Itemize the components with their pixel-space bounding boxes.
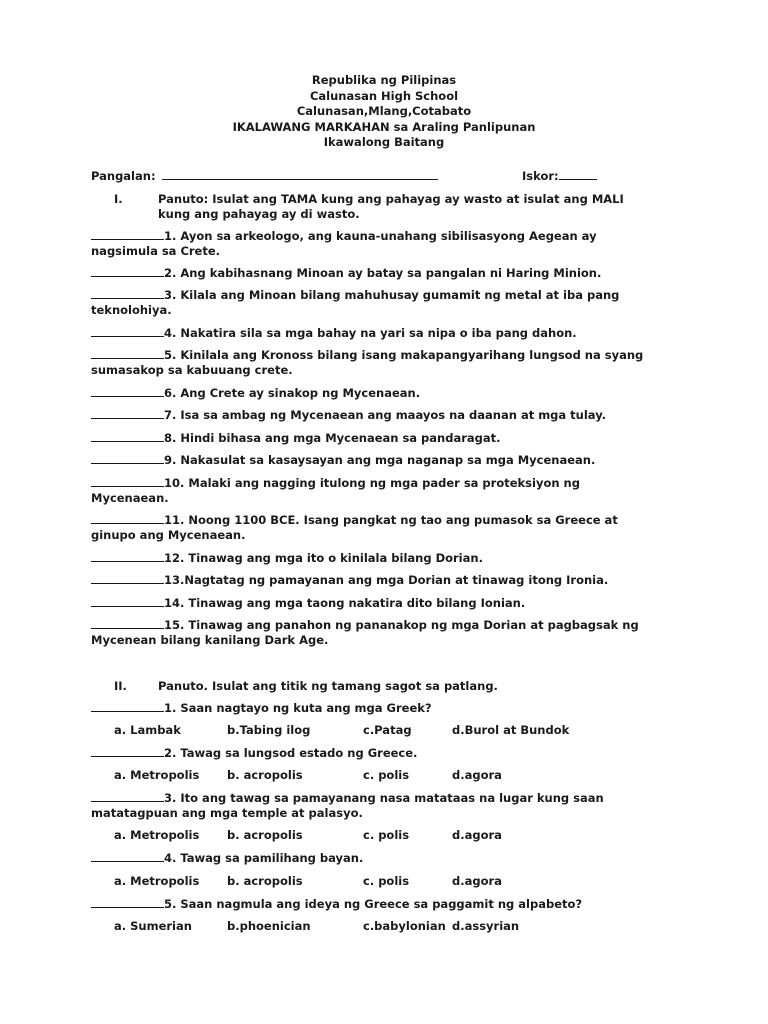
choice-d: d.agora [452, 768, 502, 782]
part-1-item [91, 431, 681, 446]
answer-blank[interactable] [91, 266, 164, 277]
part-1-item [91, 453, 681, 468]
item-text: 4. Nakatira sila sa mga bahay na yari sa nipa o iba pang dahon. [164, 326, 577, 340]
item-text: 1. Saan nagtayo ng kuta ang mga Greek? [164, 701, 432, 715]
choice-a: a. Metropolis [114, 768, 200, 782]
choice-d: d.agora [452, 874, 502, 888]
part-1-item [91, 408, 681, 423]
item-text: 13.Nagtatag ng pamayanan ang mga Dorian at tinawag itong Ironia. [164, 573, 609, 587]
item-text: 8. Hindi bihasa ang mga Mycenaean sa pandaragat. [164, 431, 501, 445]
item-text: 3. Kilala ang Minoan bilang mahuhusay gumamit ng metal at iba pang [164, 288, 620, 302]
choice-b: b. acropolis [227, 874, 303, 888]
item-text: 1. Ayon sa arkeologo, ang kauna-unahang sibilisasyong Aegean ay [164, 229, 597, 243]
name-row [91, 169, 438, 183]
answer-blank[interactable] [91, 326, 164, 337]
item-text: 5. Kinilala ang Kronoss bilang isang makapangyarihang lungsod na syang [164, 348, 644, 362]
answer-blank[interactable] [91, 618, 164, 629]
answer-blank[interactable] [91, 513, 164, 524]
choice-c: c. polis [363, 768, 410, 782]
answer-blank[interactable] [91, 229, 164, 240]
choice-b: b.Tabing ilog [227, 723, 311, 737]
choice-a: a. Metropolis [114, 874, 200, 888]
document-header [0, 73, 768, 151]
answer-blank[interactable] [91, 851, 164, 862]
answer-blank[interactable] [91, 476, 164, 487]
answer-blank[interactable] [91, 897, 164, 908]
item-text: 5. Saan nagmula ang ideya ng Greece sa paggamit ng alpabeto? [164, 897, 583, 911]
part-2-instruction: Panuto. Isulat ang titik ng tamang sagot sa patlang. [158, 679, 498, 693]
item-text-continued: Mycenean bilang kanilang Dark Age. [91, 633, 329, 647]
part-1-item [91, 573, 681, 588]
part-1-instruction [158, 192, 624, 222]
item-text: 15. Tinawag ang panahon ng pananakop ng mga Dorian at pagbagsak ng [164, 618, 639, 632]
item-text-continued: matatagpuan ang mga temple at palasyo. [91, 806, 363, 820]
item-text-continued: Mycenaean. [91, 491, 169, 505]
item-text: 3. Ito ang tawag sa pamayanang nasa matataas na lugar kung saan [164, 791, 604, 805]
answer-blank[interactable] [91, 573, 164, 584]
choice-c: c.Patag [363, 723, 412, 737]
header-address: Calunasan,Mlang,Cotabato [296, 104, 472, 118]
choice-b: b.phoenician [227, 919, 311, 933]
header-country: Republika ng Pilipinas [311, 73, 457, 87]
name-label: Pangalan: [91, 169, 156, 183]
answer-blank[interactable] [91, 551, 164, 562]
choice-c: c. polis [363, 828, 410, 842]
item-text-continued: nagsimula sa Crete. [91, 244, 221, 258]
item-text: 9. Nakasulat sa kasaysayan ang mga naganap sa mga Mycenaean. [164, 453, 596, 467]
name-field[interactable] [162, 169, 438, 180]
answer-blank[interactable] [91, 596, 164, 607]
item-text: 12. Tinawag ang mga ito o kinilala bilang Dorian. [164, 551, 483, 565]
part-2-item [91, 746, 681, 761]
item-text: 7. Isa sa ambag ng Mycenaean ang maayos na daanan at mga tulay. [164, 408, 607, 422]
part-1-item [91, 513, 681, 543]
choice-b: b. acropolis [227, 768, 303, 782]
item-text: 2. Tawag sa lungsod estado ng Greece. [164, 746, 418, 760]
score-row [522, 169, 597, 183]
choice-d: d.assyrian [452, 919, 520, 933]
part-1-item [91, 618, 681, 648]
item-text: 4. Tawag sa pamilihang bayan. [164, 851, 364, 865]
part-1-item [91, 266, 681, 281]
item-text-continued: sumasakop sa kabuuang crete. [91, 363, 293, 377]
answer-blank[interactable] [91, 348, 164, 359]
answer-blank[interactable] [91, 791, 164, 802]
part-2-item [91, 851, 681, 866]
score-label: Iskor: [522, 169, 559, 183]
answer-blank[interactable] [91, 288, 164, 299]
item-text-continued: ginupo ang Mycenaean. [91, 528, 246, 542]
header-grade-level: Ikawalong Baitang [323, 135, 445, 149]
item-text: 2. Ang kabihasnang Minoan ay batay sa pangalan ni Haring Minion. [164, 266, 602, 280]
part-2-number: II. [114, 679, 127, 693]
answer-blank[interactable] [91, 431, 164, 442]
part-2-item [91, 791, 681, 821]
header-exam-title: IKALAWANG MARKAHAN sa Araling Panlipunan [232, 119, 536, 134]
choice-d: d.Burol at Bundok [452, 723, 570, 737]
part-1-item [91, 229, 681, 259]
header-school: Calunasan High School [309, 88, 459, 103]
part-1-item [91, 476, 681, 506]
part-2-item [91, 897, 681, 912]
choice-c: c.babylonian [363, 919, 446, 933]
part-1-item [91, 348, 681, 378]
answer-blank[interactable] [91, 408, 164, 419]
part-1-item [91, 326, 681, 341]
part-2-item [91, 701, 681, 716]
part-1-item [91, 288, 681, 318]
part-1-instruction-line-2: kung ang pahayag ay di wasto. [158, 207, 360, 221]
item-text: 6. Ang Crete ay sinakop ng Mycenaean. [164, 386, 421, 400]
choice-d: d.agora [452, 828, 502, 842]
item-text: 10. Malaki ang nagging itulong ng mga pader sa proteksiyon ng [164, 476, 580, 490]
item-text: 11. Noong 1100 BCE. Isang pangkat ng tao ang pumasok sa Greece at [164, 513, 618, 527]
item-text-continued: teknolohiya. [91, 303, 172, 317]
part-1-item [91, 551, 681, 566]
choice-a: a. Metropolis [114, 828, 200, 842]
part-1-item [91, 596, 681, 611]
item-text: 14. Tinawag ang mga taong nakatira dito bilang Ionian. [164, 596, 526, 610]
choice-a: a. Sumerian [114, 919, 192, 933]
choice-b: b. acropolis [227, 828, 303, 842]
score-field[interactable] [559, 169, 597, 180]
answer-blank[interactable] [91, 453, 164, 464]
part-1-instruction-line-1: Panuto: Isulat ang TAMA kung ang pahayag ay wasto at isulat ang MALI [158, 192, 624, 206]
answer-blank[interactable] [91, 701, 164, 712]
choice-c: c. polis [363, 874, 410, 888]
answer-blank[interactable] [91, 746, 164, 757]
answer-blank[interactable] [91, 386, 164, 397]
choice-a: a. Lambak [114, 723, 181, 737]
part-1-number: I. [114, 192, 123, 206]
part-1-item [91, 386, 681, 401]
